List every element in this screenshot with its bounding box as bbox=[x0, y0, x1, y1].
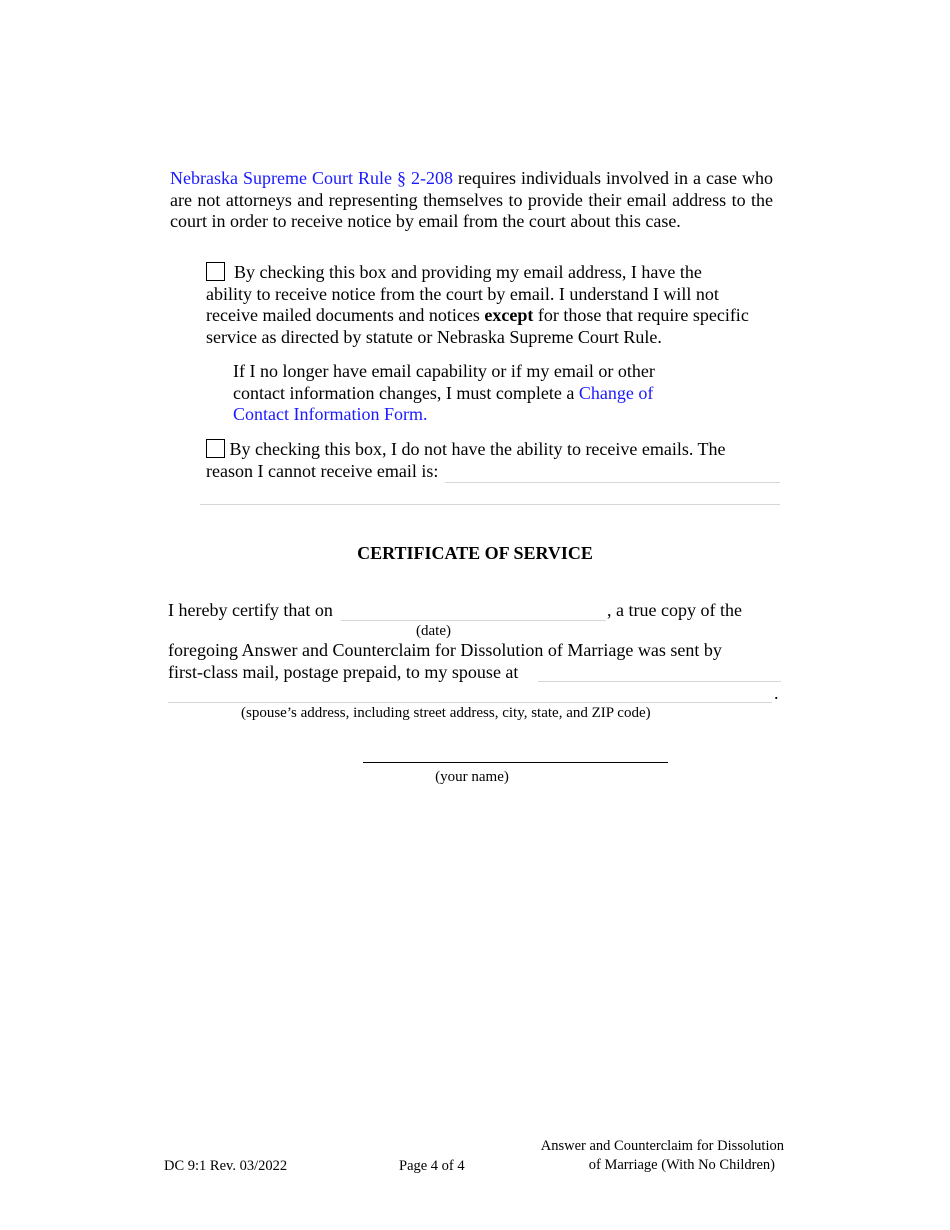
intro-text: requires individuals involved in a case who are not attorneys and representing themselves to provide their email address to the court in order to receive notice by email from the court about this case. bbox=[170, 168, 773, 231]
rule-link[interactable]: Nebraska Supreme Court Rule § 2-208 bbox=[170, 168, 453, 188]
form-title-line1: Answer and Counterclaim for Dissolution bbox=[540, 1138, 784, 1154]
no-email-reason-field-line2[interactable] bbox=[200, 492, 780, 505]
email-option bbox=[206, 262, 751, 348]
email-rule-paragraph bbox=[170, 168, 773, 233]
address-caption: (spouse’s address, including street address, city, state, and ZIP code) bbox=[241, 705, 651, 721]
certificate-heading: CERTIFICATE OF SERVICE bbox=[357, 543, 593, 563]
service-date-field[interactable] bbox=[341, 603, 606, 621]
certify-line-start: I hereby certify that on bbox=[168, 600, 333, 620]
form-title-line2: of Marriage (With No Children) bbox=[588, 1157, 775, 1173]
no-email-checkbox[interactable] bbox=[206, 439, 225, 458]
date-caption: (date) bbox=[416, 623, 451, 639]
certificate-body: foregoing Answer and Counterclaim for Dissolution of Marriage was sent by first-class mail, postage prepaid, to my spouse at bbox=[168, 640, 722, 682]
form-title bbox=[520, 1137, 784, 1175]
signature-line[interactable] bbox=[363, 762, 668, 763]
change-contact-text: If I no longer have email capability or if my email or other contact information changes, I must complete a bbox=[233, 361, 655, 403]
change-contact-form-link[interactable]: Change of Contact Information Form. bbox=[233, 382, 654, 424]
email-consent-checkbox[interactable] bbox=[206, 262, 225, 281]
no-email-option-text: By checking this box, I do not have the ability to receive emails. The reason I cannot receive email is: bbox=[206, 439, 726, 481]
certify-line-end: , a true copy of the bbox=[607, 600, 742, 620]
address-period: . bbox=[774, 683, 779, 703]
no-email-reason-field[interactable] bbox=[445, 470, 780, 483]
spouse-address-field-line2[interactable] bbox=[168, 688, 772, 703]
except-bold-text: except bbox=[484, 305, 534, 325]
spouse-address-field-line1[interactable] bbox=[538, 668, 781, 682]
form-code: DC 9:1 Rev. 03/2022 bbox=[164, 1158, 288, 1174]
your-name-caption: (your name) bbox=[435, 769, 509, 785]
email-option-text: By checking this box and providing my email address, I have the ability to receive notice from the court by email. I understand I will not receive mailed documents and notices bbox=[206, 262, 719, 325]
page-number: Page 4 of 4 bbox=[399, 1158, 465, 1174]
email-option-text-end: for those that require specific service as directed by statute or Nebraska Supreme Court Rule. bbox=[206, 305, 749, 347]
change-contact-notice bbox=[233, 361, 693, 426]
